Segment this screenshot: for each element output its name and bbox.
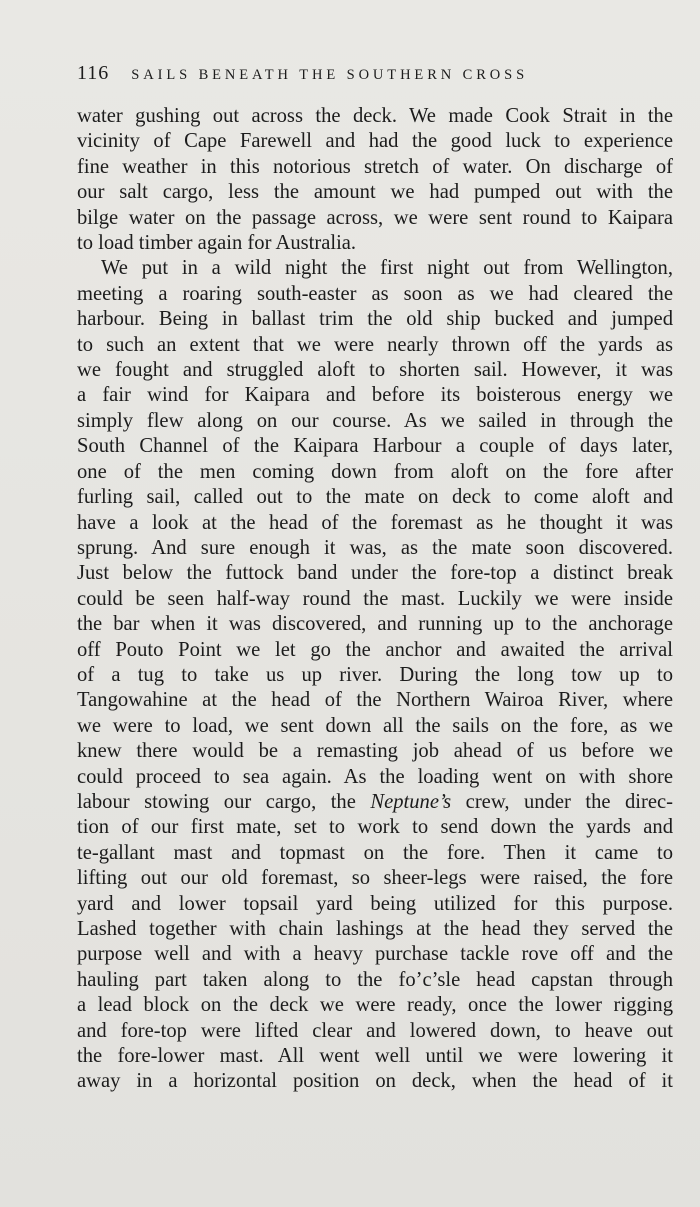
text-line: off Pouto Point we let go the anchor and awaited the arrival xyxy=(77,638,673,661)
text-line: meeting a roaring south-easter as soon as we had cleared the xyxy=(77,282,673,305)
text-line: simply flew along on our course. As we sailed in through the xyxy=(77,409,673,432)
text-line: to such an extent that we were nearly thrown off the yards as xyxy=(77,333,673,356)
text-line: Tangowahine at the head of the Northern Wairoa River, where xyxy=(77,689,673,712)
running-head xyxy=(77,62,677,88)
text-fragment: labour stowing our cargo, the xyxy=(77,790,371,813)
text-line: te-gallant mast and topmast on the fore. Then it came to xyxy=(77,841,673,864)
text-line: lifting out our old foremast, so sheer-legs were raised, the fore xyxy=(77,867,673,890)
text-line xyxy=(77,790,673,815)
body-text xyxy=(77,104,673,1095)
text-line: of a tug to take us up river. During the long tow up to xyxy=(77,663,673,686)
text-line: furling sail, called out to the mate on deck to come aloft and xyxy=(77,486,673,509)
text-line: tion of our first mate, set to work to send down the yards and xyxy=(77,816,673,839)
text-line: to load timber again for Australia. xyxy=(77,232,357,255)
text-line: sprung. And sure enough it was, as the mate soon discovered. xyxy=(77,536,673,559)
text-line: bilge water on the passage across, we were sent round to Kaipara xyxy=(77,206,673,229)
text-line: our salt cargo, less the amount we had pumped out with the xyxy=(77,181,673,204)
text-line: We put in a wild night the first night out from Wellington, xyxy=(101,257,673,280)
text-line: could be seen half-way round the mast. Luckily we were inside xyxy=(77,587,673,610)
text-line: one of the men coming down from aloft on the fore after xyxy=(77,460,673,483)
text-fragment: crew, under the direc- xyxy=(451,790,673,813)
text-line: South Channel of the Kaipara Harbour a couple of days later, xyxy=(77,435,673,458)
text-line: away in a horizontal position on deck, when the head of it xyxy=(77,1070,673,1093)
text-line: the fore-lower mast. All went well until we were lowering it xyxy=(77,1045,673,1068)
text-line: a lead block on the deck we were ready, once the lower rigging xyxy=(77,994,673,1017)
ship-name: Neptune’s xyxy=(370,790,452,813)
text-line: the bar when it was discovered, and running up to the anchorage xyxy=(77,613,673,636)
text-line: Just below the futtock band under the fore-top a distinct break xyxy=(77,562,673,585)
text-line: we were to load, we sent down all the sails on the fore, as we xyxy=(77,714,673,737)
text-line: hauling part taken along to the fo’c’sle head capstan through xyxy=(77,968,673,991)
text-line: and fore-top were lifted clear and lowered down, to heave out xyxy=(77,1019,673,1042)
text-line: we fought and struggled aloft to shorten sail. However, it was xyxy=(77,359,673,382)
text-line: vicinity of Cape Farewell and had the good luck to experience xyxy=(77,130,673,153)
page-number: 116 xyxy=(77,62,110,84)
book-title: SAILS BENEATH THE SOUTHERN CROSS xyxy=(131,67,529,83)
text-line: water gushing out across the deck. We made Cook Strait in the xyxy=(77,105,673,127)
text-line: Lashed together with chain lashings at the head they served the xyxy=(77,918,673,940)
text-line: knew there would be a remasting job ahead of us before we xyxy=(77,740,673,763)
text-line: yard and lower topsail yard being utilized for this purpose. xyxy=(77,892,673,915)
text-line: could proceed to sea again. As the loading went on with shore xyxy=(77,765,673,788)
text-line: fine weather in this notorious stretch of water. On discharge of xyxy=(77,155,673,178)
text-line: have a look at the head of the foremast as he thought it was xyxy=(77,511,673,534)
text-line: harbour. Being in ballast trim the old ship bucked and jumped xyxy=(77,308,673,331)
text-line: a fair wind for Kaipara and before its boisterous energy we xyxy=(77,384,673,407)
text-line: purpose well and with a heavy purchase tackle rove off and the xyxy=(77,943,673,966)
